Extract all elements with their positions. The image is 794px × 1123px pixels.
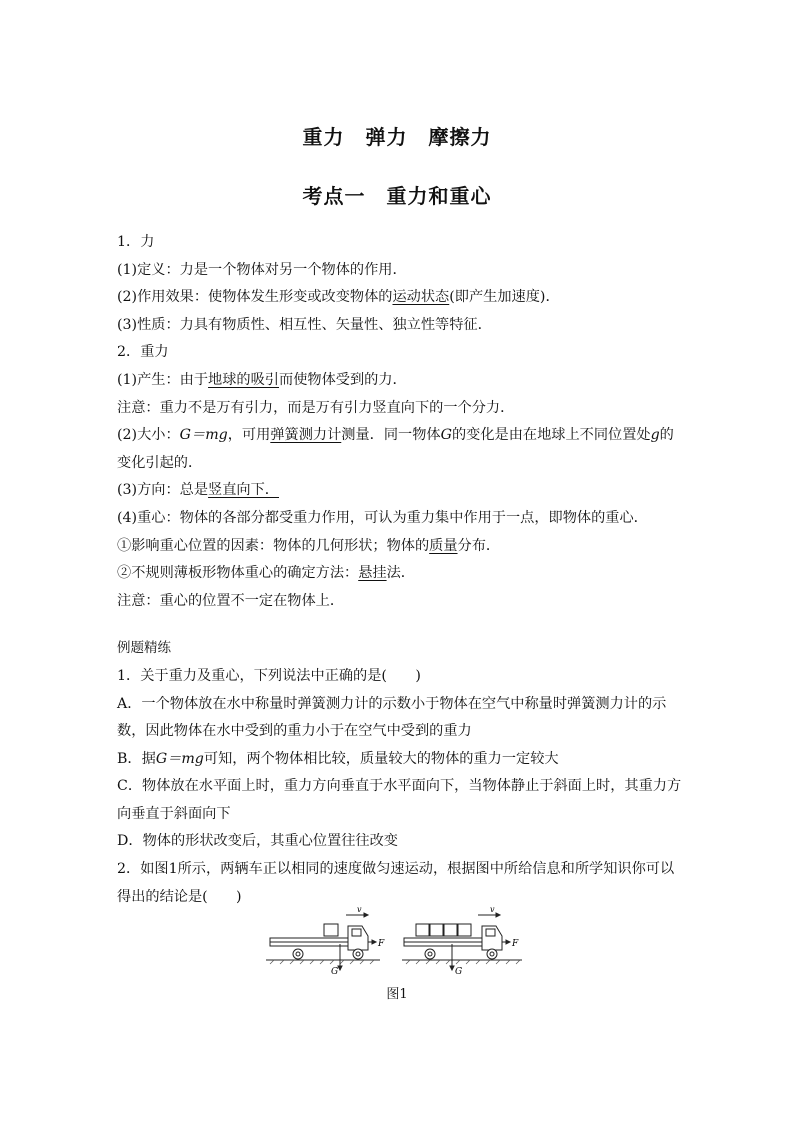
force-effect: (2)作用效果：使物体发生形变或改变物体的运动状态(即产生加速度)． <box>117 289 560 306</box>
underlined-term: 运动状态 <box>392 289 450 306</box>
underlined-term: 质量 <box>429 537 458 554</box>
gravity-origin: (1)产生：由于地球的吸引而使物体受到的力． <box>117 371 407 388</box>
force-definition: (1)定义：力是一个物体对另一个物体的作用． <box>117 261 407 278</box>
gravity-label: G <box>331 967 339 976</box>
force-property: (3)性质：力具有物质性、相互性、矢量性、独立性等特征． <box>117 316 492 333</box>
gravity-direction: (3)方向：总是竖直向下． <box>117 482 279 499</box>
gravity-note-1: 注意：重力不是万有引力，而是万有引力竖直向下的一个分力． <box>117 399 515 416</box>
figure-two-trucks <box>262 898 534 976</box>
gravity-magnitude: (2)大小：G＝mg，可用弹簧测力计测量．同一物体G的变化是由在地球上不同位置处g的变化引起的． <box>117 427 674 471</box>
formula: G＝mg <box>179 427 228 444</box>
document-body <box>117 229 682 911</box>
center-of-gravity: (4)重心：物体的各部分都受重力作用，可认为重力集中作用于一点，即物体的重心． <box>117 509 648 526</box>
page-title: 重力 弹力 摩擦力 <box>302 125 492 149</box>
question-1-option-c: C．物体放在水平面上时，重力方向垂直于水平面向下，当物体静止于斜面上时，其重力方向垂直于斜面向下 <box>117 778 682 822</box>
truck-2 <box>404 924 502 959</box>
heading-force: 1．力 <box>117 234 155 250</box>
gravity-note-2: 注意：重心的位置不一定在物体上． <box>117 592 345 609</box>
underlined-term: 悬挂 <box>358 565 387 582</box>
underlined-term: 地球的吸引 <box>208 371 279 388</box>
question-1-option-b: B．据G＝mg可知，两个物体相比较，质量较大的物体的重力一定较大 <box>117 750 559 767</box>
examples-heading: 例题精练 <box>117 640 171 657</box>
heading-gravity: 2．重力 <box>117 344 169 361</box>
question-1-option-d: D．物体的形状改变后，其重心位置往往改变 <box>117 833 398 850</box>
force-label: F <box>378 939 385 949</box>
velocity-label: v <box>357 905 362 914</box>
velocity-label: v <box>490 905 495 914</box>
formula: G＝mg <box>155 750 204 767</box>
question-1-option-a: A．一个物体放在水中称量时弹簧测力计的示数小于物体在空气中称量时弹簧测力计的示数，因此物体在水中受到的重力小于在空气中受到的重力 <box>117 695 667 740</box>
force-label: F <box>512 939 519 949</box>
underlined-term: 弹簧测力计 <box>270 427 342 444</box>
underlined-term: 竖直向下． <box>208 482 279 499</box>
truck-1 <box>270 924 368 959</box>
section-title: 考点一 重力和重心 <box>302 184 492 208</box>
question-1-stem: 1．关于重力及重心，下列说法中正确的是( ) <box>117 667 421 684</box>
center-factors: ①影响重心位置的因素：物体的几何形状；物体的质量分布． <box>117 537 501 554</box>
question-2-stem: 2．如图1所示，两辆车正以相同的速度做匀速运动，根据图中所给信息和所学知识你可以得出的结论是( ) <box>117 861 675 905</box>
figure-caption: 图1 <box>386 987 408 1002</box>
gravity-label: G <box>455 967 463 976</box>
center-method: ②不规则薄板形物体重心的确定方法：悬挂法． <box>117 565 415 582</box>
